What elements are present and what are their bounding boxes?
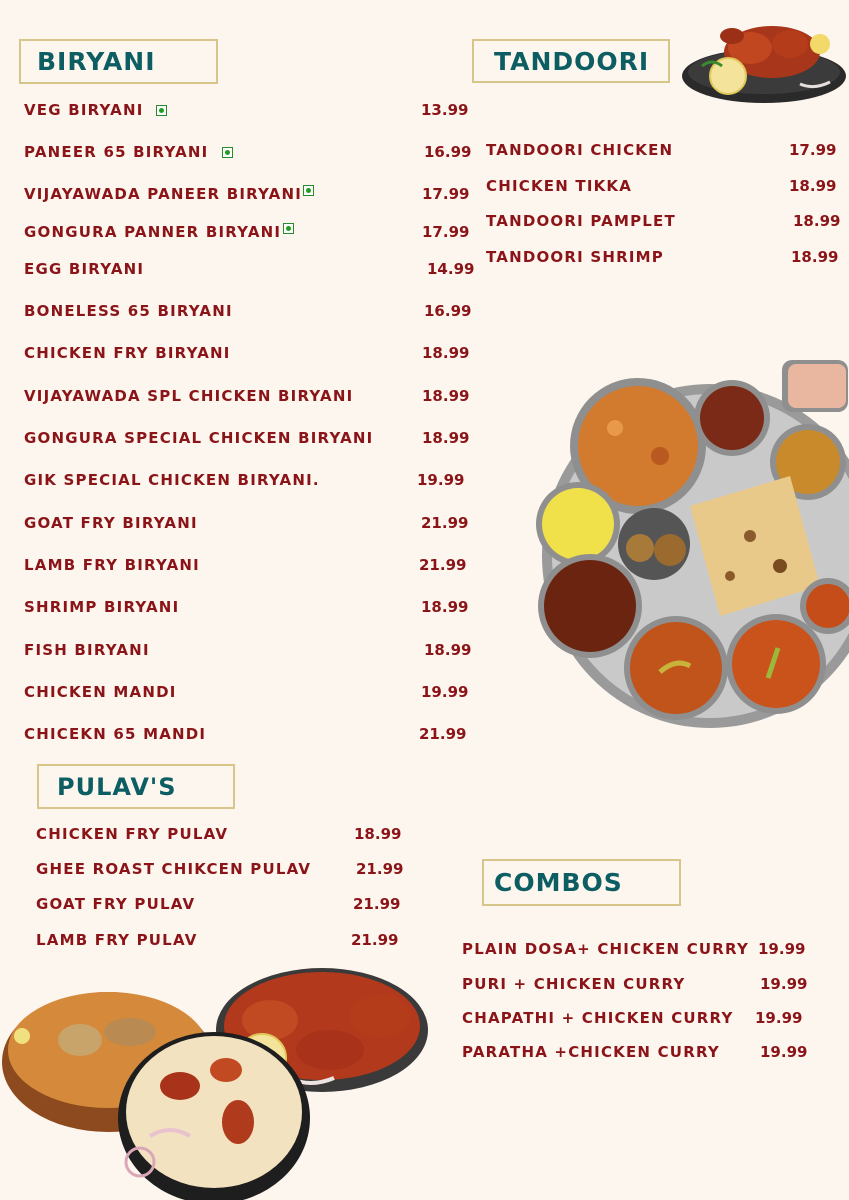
menu-item-price: 18.99 bbox=[424, 641, 472, 659]
menu-item: CHICEKN 65 MANDI bbox=[24, 725, 207, 743]
menu-item: TANDOORI SHRIMP bbox=[486, 248, 664, 266]
menu-item-price: 21.99 bbox=[421, 514, 469, 532]
menu-item-price: 17.99 bbox=[422, 223, 470, 241]
menu-item: CHICKEN TIKKA bbox=[486, 177, 633, 195]
menu-item-price: 17.99 bbox=[789, 141, 837, 159]
menu-item-price: 19.99 bbox=[417, 471, 465, 489]
menu-item-price: 14.99 bbox=[427, 260, 475, 278]
menu-item-price: 21.99 bbox=[419, 725, 467, 743]
menu-item: VIJAYAWADA SPL CHICKEN BIRYANI bbox=[24, 387, 354, 405]
menu-item: GOAT FRY BIRYANI bbox=[24, 514, 198, 532]
thali-platter-image bbox=[520, 356, 849, 738]
menu-item-price: 19.99 bbox=[421, 683, 469, 701]
menu-item-price: 18.99 bbox=[791, 248, 839, 266]
menu-item: GOAT FRY PULAV bbox=[36, 895, 196, 913]
menu-item: TANDOORI PAMPLET bbox=[486, 212, 676, 230]
menu-item-price: 18.99 bbox=[354, 825, 402, 843]
menu-item-price: 18.99 bbox=[789, 177, 837, 195]
menu-item: LAMB FRY BIRYANI bbox=[24, 556, 200, 574]
menu-item-price: 18.99 bbox=[422, 344, 470, 362]
biryani-heading: BIRYANI bbox=[37, 47, 156, 76]
veg-mark-icon bbox=[283, 223, 294, 234]
menu-item-price: 21.99 bbox=[419, 556, 467, 574]
menu-item: GONGURA SPECIAL CHICKEN BIRYANI bbox=[24, 429, 374, 447]
menu-item: GIK SPECIAL CHICKEN BIRYANI. bbox=[24, 471, 320, 489]
menu-item: GHEE ROAST CHIKCEN PULAV bbox=[36, 860, 312, 878]
veg-mark-icon bbox=[156, 105, 167, 116]
menu-item-price: 19.99 bbox=[760, 1043, 808, 1061]
menu-item: CHICKEN FRY BIRYANI bbox=[24, 344, 231, 362]
menu-item-price: 19.99 bbox=[758, 940, 806, 958]
menu-item-price: 13.99 bbox=[421, 101, 469, 119]
combos-heading: COMBOS bbox=[494, 868, 623, 897]
menu-item: LAMB FRY PULAV bbox=[36, 931, 198, 949]
menu-item-price: 21.99 bbox=[353, 895, 401, 913]
menu-item: PARATHA +CHICKEN CURRY bbox=[462, 1043, 720, 1061]
tandoori-heading: TANDOORI bbox=[494, 46, 650, 76]
menu-item: PANEER 65 BIRYANI bbox=[24, 143, 233, 161]
biryani-heading-box bbox=[19, 39, 218, 84]
menu-item-price: 17.99 bbox=[422, 185, 470, 203]
combos-heading-box bbox=[482, 859, 681, 906]
veg-mark-icon bbox=[303, 185, 314, 196]
menu-item: CHICKEN FRY PULAV bbox=[36, 825, 229, 843]
menu-item-price: 19.99 bbox=[755, 1009, 803, 1027]
biryani-bowls-image bbox=[0, 966, 430, 1200]
menu-item: VIJAYAWADA PANEER BIRYANI bbox=[24, 185, 314, 203]
menu-item-price: 16.99 bbox=[424, 302, 472, 320]
menu-item: TANDOORI CHICKEN bbox=[486, 141, 674, 159]
menu-item: CHAPATHI + CHICKEN CURRY bbox=[462, 1009, 734, 1027]
tandoori-chicken-plate-image bbox=[680, 14, 848, 106]
tandoori-heading-box bbox=[472, 39, 670, 83]
menu-item-price: 16.99 bbox=[424, 143, 472, 161]
menu-item: GONGURA PANNER BIRYANI bbox=[24, 223, 294, 241]
menu-item-price: 21.99 bbox=[356, 860, 404, 878]
menu-item: SHRIMP BIRYANI bbox=[24, 598, 180, 616]
pulav-heading-box bbox=[37, 764, 235, 809]
menu-item: PURI + CHICKEN CURRY bbox=[462, 975, 686, 993]
menu-item: BONELESS 65 BIRYANI bbox=[24, 302, 233, 320]
veg-mark-icon bbox=[222, 147, 233, 158]
menu-item-price: 21.99 bbox=[351, 931, 399, 949]
menu-item-price: 18.99 bbox=[422, 387, 470, 405]
menu-item: FISH BIRYANI bbox=[24, 641, 150, 659]
menu-item: CHICKEN MANDI bbox=[24, 683, 177, 701]
menu-item: VEG BIRYANI bbox=[24, 101, 167, 119]
menu-item-price: 18.99 bbox=[422, 429, 470, 447]
menu-item-price: 19.99 bbox=[760, 975, 808, 993]
menu-item: EGG BIRYANI bbox=[24, 260, 145, 278]
menu-item-price: 18.99 bbox=[421, 598, 469, 616]
menu-item-price: 18.99 bbox=[793, 212, 841, 230]
menu-item: PLAIN DOSA+ CHICKEN CURRY bbox=[462, 940, 750, 958]
pulav-heading: PULAV'S bbox=[57, 772, 177, 801]
